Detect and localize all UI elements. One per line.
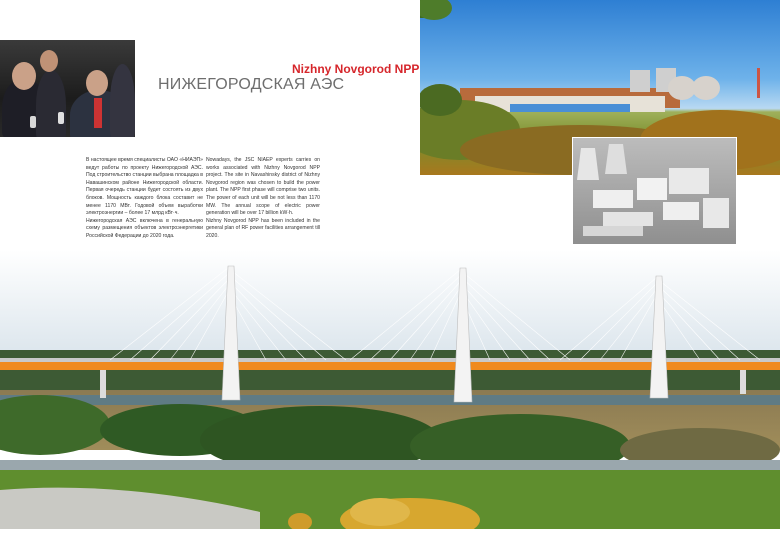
paragraph: Nizhny Novgorod NPP has been included in the general plan of RF power facilities arrangement till 2020. xyxy=(206,217,320,239)
text-column-russian xyxy=(86,157,203,241)
plant-model-illustration xyxy=(573,138,736,244)
paragraph: В настоящее время специалисты ОАО «НИАЭП» ведут работы по проекту Нижегородской АЭС. Под строительство станции выбрана площадка в Навашинском районе Нижегородской области. Первая очередь станции будет состоять из двух блоков. Мощность каждого блока составит не менее 1170 МВт. Годовой объем выработки электроэнергии – более 17 млрд кВт·ч. xyxy=(86,157,203,217)
plant-model-render xyxy=(572,137,737,245)
bridge-panorama-photo xyxy=(0,250,780,529)
text-column-english xyxy=(206,157,320,241)
paragraph: Nowadays, the JSC NIAEP experts carries on works associated with Nizhny Novgorod NPP project. The site in Navashinsky district of Nizhny Novgorod region was chosen to build the power plant. The NPP first phase will comprise two units. The power of each unit will be not less than 1170 MW. The annual scope of electric power generation will be over 17 billion kW·h. xyxy=(206,157,320,217)
press-photo xyxy=(0,40,135,137)
title-russian: НИЖЕГОРОДСКАЯ АЭС xyxy=(158,76,345,93)
bridge-illustration xyxy=(0,250,780,529)
paragraph: Нижегородская АЭС включена в генеральную схему размещения объектов электроэнергетики Российской Федерации до 2020 года. xyxy=(86,217,203,239)
title-english: Nizhny Novgorod NPP xyxy=(292,62,420,76)
